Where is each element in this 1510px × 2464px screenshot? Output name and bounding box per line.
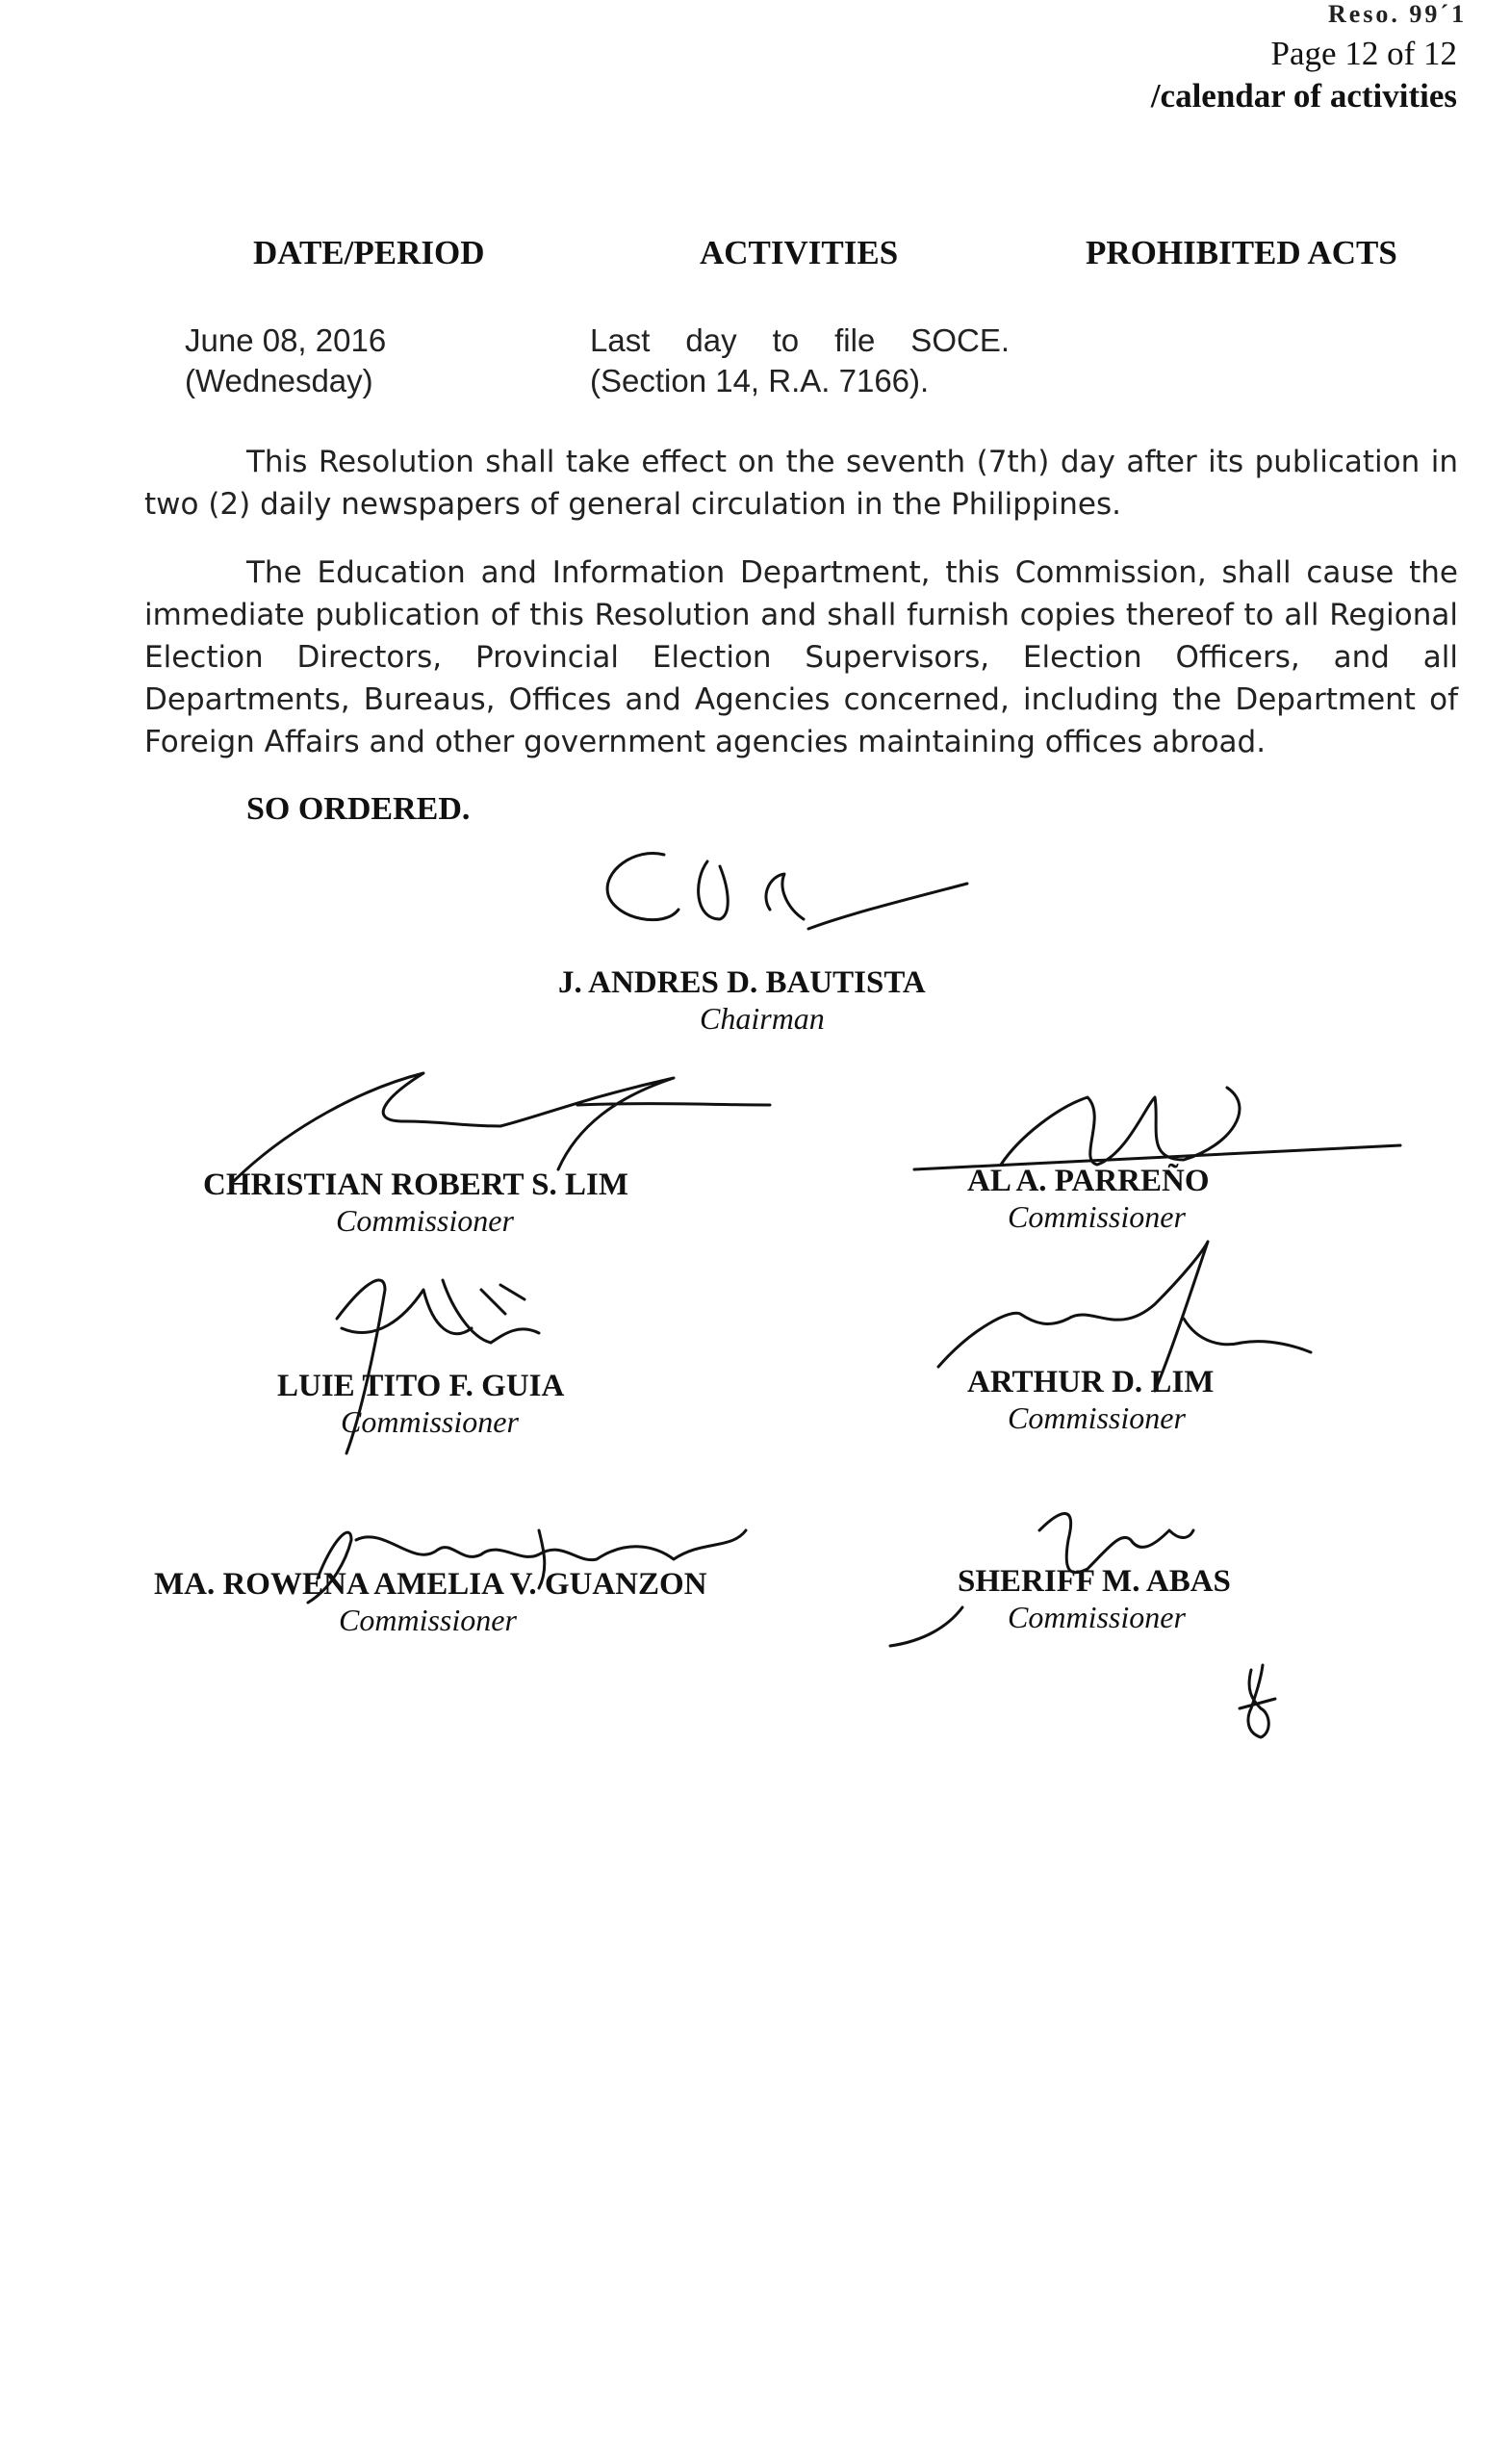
row-date xyxy=(185,321,386,401)
effectivity-paragraph: This Resolution shall take effect on the seventh (7th) day after its publication in two (2) daily newspapers of general circulation in the Philippines. xyxy=(144,445,1458,522)
commissioner-block-6 xyxy=(958,1564,1231,1635)
commissioner-name: MA. ROWENA AMELIA V. GUANZON xyxy=(154,1567,707,1602)
initials-mark xyxy=(1240,1665,1275,1737)
commissioner-name: LUIE TITO F. GUIA xyxy=(277,1369,565,1403)
commissioner-title: Commissioner xyxy=(339,1603,517,1637)
commissioner-name: ARTHUR D. LIM xyxy=(967,1365,1215,1399)
commissioner-title: Commissioner xyxy=(1008,1600,1186,1634)
chairman-title: Chairman xyxy=(700,1001,825,1036)
commissioner-title: Commissioner xyxy=(336,1203,514,1238)
chairman-signature xyxy=(607,853,967,929)
publication-paragraph: The Education and Information Department, this Commission, shall cause the immediate publication of this Resolution and shall furnish copies thereof to all Regional Election Directors, Provincial Election Supervisors, Election Officers, and all Departments, Bureaus, Offices and Agencies concerned, including the Department of Foreign Affairs and other government agencies maintaining offices abroad. xyxy=(144,555,1458,759)
commissioner-block-3 xyxy=(277,1369,564,1440)
commissioner-name: SHERIFF M. ABAS xyxy=(958,1564,1231,1599)
page-number: Page 12 of 12 xyxy=(1270,35,1457,72)
parreno-signature xyxy=(914,1088,1400,1169)
commissioner-title: Commissioner xyxy=(1008,1400,1186,1435)
column-header-date: DATE/PERIOD xyxy=(253,234,485,271)
page-subtitle: /calendar of activities xyxy=(1150,77,1457,115)
commissioner-title: Commissioner xyxy=(341,1404,519,1439)
resolution-number-mark: Reso. 99´1 xyxy=(1328,0,1468,28)
chairman-block xyxy=(558,965,926,1037)
commissioner-name: CHRISTIAN ROBERT S. LIM xyxy=(203,1168,629,1202)
activity-line: Last day to file SOCE. xyxy=(590,322,1010,358)
date-line: June 08, 2016 xyxy=(185,322,387,358)
so-ordered: SO ORDERED. xyxy=(246,791,471,827)
day-line: (Wednesday) xyxy=(185,363,373,398)
column-header-activities: ACTIVITIES xyxy=(700,234,899,271)
commissioner-block-1 xyxy=(203,1168,628,1239)
column-header-prohibited: PROHIBITED ACTS xyxy=(1086,234,1397,271)
commissioner-name: AL A. PARREÑO xyxy=(967,1164,1210,1198)
commissioner-title: Commissioner xyxy=(1008,1199,1186,1234)
commissioner-block-4 xyxy=(967,1365,1214,1436)
chairman-name: J. ANDRES D. BAUTISTA xyxy=(558,965,926,1000)
commissioner-block-2 xyxy=(967,1164,1210,1235)
row-activity xyxy=(590,321,1010,401)
activity-reference: (Section 14, R.A. 7166). xyxy=(590,363,930,398)
commissioner-block-5 xyxy=(154,1567,707,1638)
page-header xyxy=(1151,33,1457,117)
